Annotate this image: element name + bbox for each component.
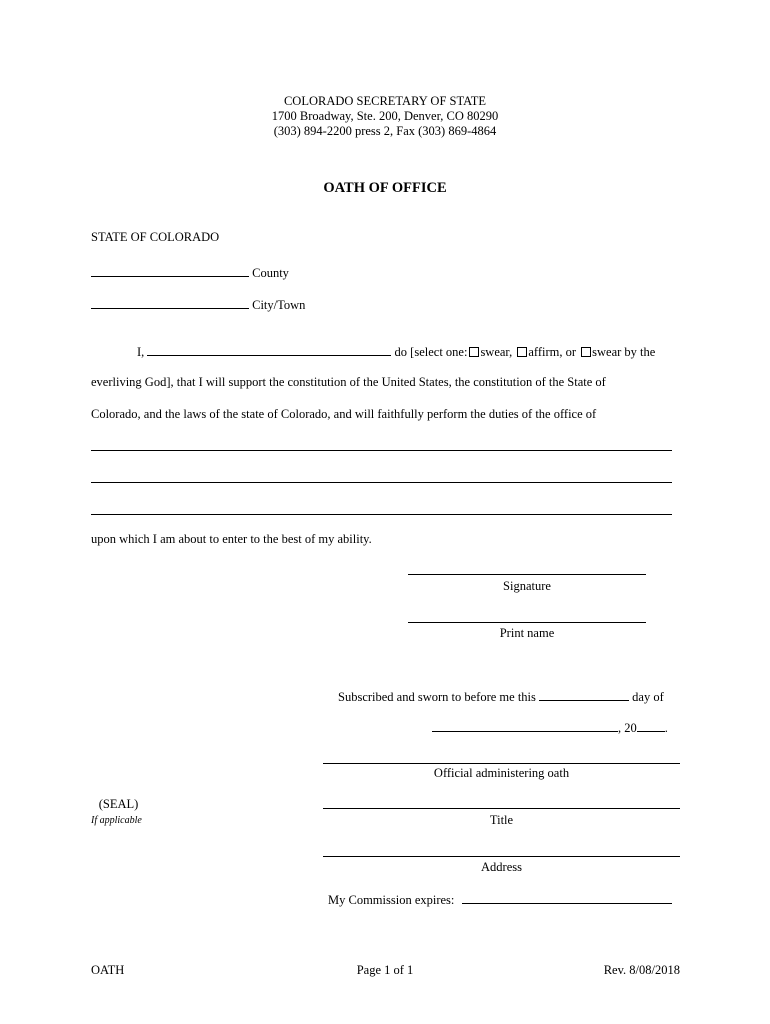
sworn-day-of: day of (632, 690, 664, 704)
swear-by-god-label: swear by the (592, 345, 656, 359)
oath-line-3: Colorado, and the laws of the state of Colorado, and will faithfully perform the duties of the office of (91, 407, 597, 421)
official-label: Official administering oath (433, 766, 570, 780)
signature-field[interactable] (408, 574, 646, 575)
print-name-field[interactable] (408, 622, 646, 623)
sworn-day-field[interactable] (539, 688, 629, 701)
name-field[interactable] (147, 343, 391, 356)
oath-prefix: I, (137, 345, 145, 359)
print-name-label: Print name (499, 626, 555, 640)
city-label: City/Town (252, 298, 306, 312)
swear-by-god-checkbox[interactable] (581, 347, 591, 357)
swear-label: swear, (480, 345, 513, 359)
official-field[interactable] (323, 763, 680, 764)
sworn-prefix: Subscribed and sworn to before me this (338, 690, 536, 704)
address-field[interactable] (323, 856, 680, 857)
sworn-year-suffix: . (664, 721, 668, 735)
header-address: 1700 Broadway, Ste. 200, Denver, CO 80290 (271, 109, 499, 123)
footer-revision: Rev. 8/08/2018 (603, 963, 680, 977)
affirm-checkbox[interactable] (517, 347, 527, 357)
oath-select-text: do [select one: (394, 345, 468, 359)
office-field-1[interactable] (91, 450, 672, 451)
footer-page-number: Page 1 of 1 (356, 963, 414, 977)
address-label: Address (481, 860, 522, 874)
office-field-3[interactable] (91, 514, 672, 515)
county-row (91, 264, 289, 281)
sworn-year-field[interactable] (637, 719, 665, 732)
commission-field[interactable] (462, 891, 672, 904)
signature-label: Signature (503, 579, 551, 593)
county-field[interactable] (91, 264, 249, 277)
commission-row (328, 891, 672, 908)
county-label: County (252, 266, 289, 280)
office-field-2[interactable] (91, 482, 672, 483)
state-line: STATE OF COLORADO (91, 230, 220, 244)
oath-closing: upon which I am about to enter to the best of my ability. (91, 532, 372, 546)
swear-checkbox[interactable] (469, 347, 479, 357)
city-field[interactable] (91, 296, 249, 309)
sworn-year-prefix: , 20 (618, 721, 637, 735)
title-field[interactable] (323, 808, 680, 809)
oath-line-1 (137, 343, 655, 360)
title-label: Title (489, 813, 514, 827)
sworn-month-field[interactable] (432, 719, 618, 732)
commission-label: My Commission expires: (328, 893, 455, 907)
footer-left: OATH (91, 963, 125, 977)
seal-note: If applicable (91, 815, 142, 826)
sworn-date-line (432, 719, 668, 736)
oath-line-2: everliving God], that I will support the constitution of the United States, the constitution of the State of (91, 375, 606, 389)
affirm-label: affirm, or (528, 345, 577, 359)
sworn-line (338, 688, 664, 705)
header-org: COLORADO SECRETARY OF STATE (283, 94, 487, 108)
seal-label: (SEAL) (98, 797, 139, 811)
header-phone: (303) 894-2200 press 2, Fax (303) 869-4864 (273, 124, 497, 138)
city-row (91, 296, 305, 313)
form-title: OATH OF OFFICE (323, 180, 447, 196)
